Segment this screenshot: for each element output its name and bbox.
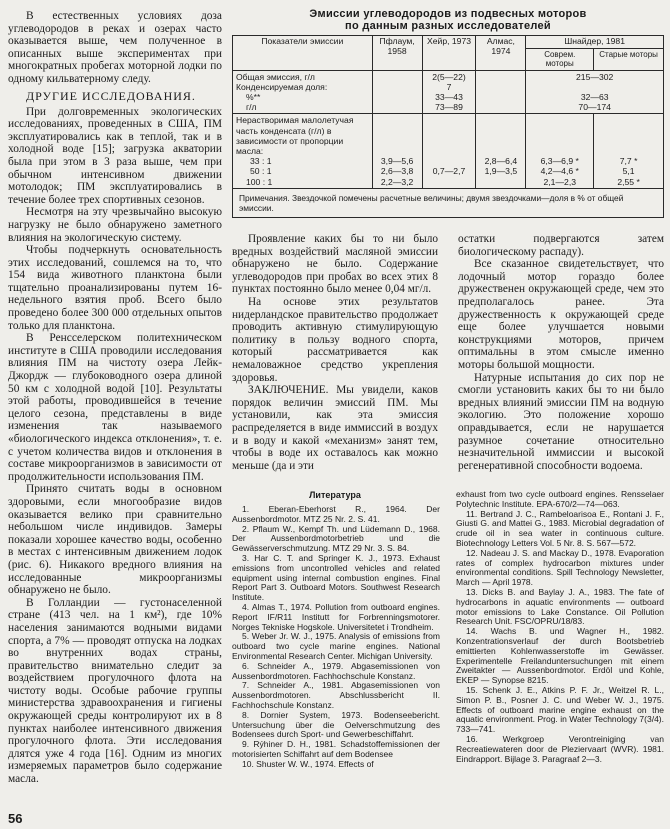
reference-item: 16. Werkgroep Verontreiniging van Recreatiewateren door de Pleziervaart (WVR). 1981. Eindrapport. Bijlage 3. Paragraaf 2—3. — [456, 733, 664, 764]
left-paragraph-6: Принято считать воды в основном здоровыми, если многообразие видов оказывается велико при сравнительно небольшом числе индивидов. Замеры показали хорошее качество воды, особенно в местах с интенсивным движением лодок (рис. 6). Никакого вредного влияния на исследованные микроорганизмы обнаружено не было. — [8, 483, 222, 597]
table-header-row — [233, 36, 664, 49]
table-row-totals — [233, 70, 664, 114]
reference-item: 12. Nadeau J. S. and Mackay D., 1978. Evaporation rates of complex hydrocarbon mixtures under environmental conditions. Spill Technology Newsletter, March — April 1978. — [456, 547, 664, 588]
value-pflaum-50: 2,6—3,8 — [380, 166, 414, 177]
label-total: Общая эмиссия, г/л — [236, 71, 315, 82]
value-schneider-total: 215—302 — [576, 71, 614, 82]
cell-heyr-total — [422, 70, 476, 114]
reference-item: 7. Schneider A., 1981. Abgasemissionen von Aussenbordmotoren. Abschlussbericht II. Fachhochschule Konstanz. — [232, 680, 440, 710]
middle-column-right — [458, 233, 664, 472]
value-schneider-gl: 70—174 — [578, 102, 611, 113]
section-heading-other-research: ДРУГИЕ ИССЛЕДОВАНИЯ. — [26, 88, 196, 103]
row-label-group — [233, 70, 373, 114]
reference-item: 2. Pflaum W., Kempf Th. und Lüdemann D., 1968. Der Aussenbordmotorbetrieb und die Gewässerverschmutzung. MTZ 29 Nr. 3. S. 84. — [232, 523, 440, 554]
value-heyr-percent: 33—43 — [435, 91, 463, 102]
value-heyr-gl: 73—89 — [435, 102, 463, 113]
middle-paragraph-2: На основе этих результатов нидерландское правительство продолжает проводить активную стимулирующую политику в пользу водного спорта, который рассматривается как немаловажное средство укрепления здоровья. — [232, 295, 438, 384]
value-old-33: 7,7 * — [619, 156, 638, 167]
value-pflaum-100: 2,2—3,2 — [380, 176, 414, 187]
emissions-table-block — [232, 8, 664, 218]
value-old-50: 5,1 — [622, 166, 635, 177]
label-ratio-50: 50 : 1 — [250, 166, 272, 177]
cell-modern-nv — [526, 114, 594, 188]
cell-schneider-total — [526, 70, 664, 114]
header-old-motors: Старые моторы — [594, 48, 664, 70]
emissions-table — [232, 35, 664, 189]
middle-column-left — [232, 233, 438, 472]
reference-item: 1. Eberan-Eberhorst R., 1964. Der Aussenbordmotor. MTZ 25 Nr. 2. S. 41. — [232, 504, 440, 524]
table-title-line-2: по данным разных исследователей — [345, 20, 551, 32]
left-paragraph-3: Несмотря на эту чрезвычайно высокую нагрузку не было обнаружено заметного влияния на экологическую систему. — [8, 206, 222, 244]
cell-almas-nv — [476, 114, 526, 188]
reference-item: 5. Weber Jr. W. J., 1975. Analysis of emissions from outboard two cycle marine engines. National Environmental Research Center. Michigan University. — [232, 631, 440, 661]
reference-item: 11. Bertrand J. C., Rambeloarisoa E., Rontani J. F., Giusti G. and Mattei G., 1983. Microbial degradation of crude oil in sea water in continuous culture. Biotechnology Letters Vol. 5 Nr. 8. S. 567—572. — [456, 508, 664, 548]
table-title — [232, 8, 664, 32]
middle-paragraph-3-conclusion: ЗАКЛЮЧЕНИЕ. Мы увидели, каков порядок величин эмиссий ПМ. Мы установили, как эта эмиссия распределяется в виде иммиссий в воздух и в воду и какой «механизм» занят тем, чтобы в воде их оставалось как можно меньше (да и эти — [232, 384, 438, 472]
header-heyr: Хейр, 1973 — [422, 36, 476, 71]
header-almas: Алмас, 1974 — [476, 36, 526, 71]
cell-almas-total — [476, 70, 526, 114]
left-column — [8, 10, 222, 786]
literature-title: Литература — [309, 490, 361, 500]
middle-paragraph-5: Все сказанное свидетельствует, что лодочный мотор гораздо более дружественен окружающей среде, чем это предполагалось ранее. Эта дружественность к окружающей среде еще более улучшается новыми конструкциями моторов, причем оптимальны в этом смысле именно моторы большой мощности. — [458, 258, 664, 371]
reference-item: 8. Dornier System, 1973. Bodenseebericht. Untersuchung über die Oelverschmutzung des Bodensees durch Sport- und Gewerbeschiffahrt. — [232, 709, 440, 740]
header-pflaum: Пфлаум, 1958 — [372, 36, 422, 71]
table-row-nonvolatile — [233, 114, 664, 188]
value-pflaum-33: 3,9—5,6 — [380, 156, 414, 167]
value-heyr-total: 2(5—22) — [432, 71, 466, 82]
reference-item: 10. Shuster W. W., 1974. Effects of — [242, 758, 374, 769]
value-modern-33: 6,3—6,9 * — [540, 156, 579, 167]
table-note: Примечания. Звездочкой помечены расчетные величины; двумя звездочками—доля в % от общей эмиссии. — [232, 189, 664, 218]
left-paragraph-5: В Ренсселерском политехническом институте в США проводили исследования влияния ПМ на чистоту озера Лейк-Джордж — глубоководного озера длиной 50 км с холодной водой [10]. Результаты этой работы, проводившейся в течение целого сезона, представлены в виде изменения так называемого «биологического индекса отклонения», т. е. с учетом количества видов и отклонения в составе микроорганизмов в зависимости от продолжительности использования ПМ. — [8, 332, 222, 483]
header-modern-motors: Соврем. моторы — [526, 48, 594, 70]
left-paragraph-1: В естественных условиях доза углеводородов в реках и озерах часто оказывается выше, чем полученное в описанных выше экспериментах при многократных пробегах моторной лодки по одному кильватерному следу. — [8, 10, 222, 85]
label-nonvolatile: Нерастворимая малолетучая часть конденсата (г/л) в зависимости от пропорции масла: — [236, 115, 354, 156]
header-schneider: Шнайдер, 1981 — [526, 36, 664, 49]
middle-paragraph-4: остатки подвергаются затем биологическому распаду). — [458, 233, 664, 258]
reference-item: 15. Schenk J. E., Atkins P. F. Jr., Weitzel R. L., Simon P. B., Posner J. C. und Weber W. J., 1975. Effects of outboard marine engine exhaust on the aquatic environment. Prog. in Water Technology 7(3/4). 733—741. — [456, 684, 664, 735]
reference-item: 6. Schneider A., 1979. Abgasemissionen von Aussenbordmotoren. Fachhochschule Konstanz. — [232, 660, 440, 681]
label-gl: г/л — [246, 102, 257, 113]
value-old-100: 2,55 * — [617, 176, 640, 187]
page-number: 56 — [8, 811, 23, 826]
value-heyr-blank: 7 — [446, 81, 452, 92]
cell-heyr-nv — [422, 114, 476, 188]
label-condensed: Конденсируемая доля: — [236, 81, 328, 92]
reference-item: 14. Wachs B. und Wagner H., 1982. Konzentrationsverlauf der durch Bootsbetrieb emittierten Kohlenwasserstoffe im Gewässer. Experimentelle Freilanduntersuchungen mit einem Zweitakter — Aussenbordmotor. Erdöl und Kohle, EKEP — Synopse 8215. — [456, 626, 664, 686]
middle-paragraph-6: Натурные испытания до сих пор не смогли установить каких бы то ни было вредных влияний эмиссии ПМ на водную экологию. Это положение хорошо оправдывается, если не нарушается разумное сочетание относительно незначительной иммиссии и высокой регенеративной способности водоема. — [458, 371, 664, 472]
middle-text-block — [232, 233, 664, 478]
reference-item: 3. Har C. T. and Springer K. J., 1973. Exhaust emissions from uncontrolled vehicles and related equipment using internal combustion engines. Final Report Part 3. Outboard Motors. Southwest Research Institute. — [232, 552, 440, 603]
reference-item: 13. Dicks B. and Baylay J. A., 1983. The fate of hydrocarbons in aquatic environments — outboard motor emissions to Lake Constance. Oil Pollution Research Unit. FSC/OPRU/18/83. — [456, 586, 664, 627]
label-percent: %** — [246, 91, 261, 102]
left-paragraph-2: При долговременных экологических исследованиях, проведенных в США, ПМ эксплуатировались как в теплой, так и в холодной воде [15]; загрузка акватории была при этом в 3 раза выше, чем при обычном интенсивном движении мотолодок; ПМ эксплуатировались в течение более трех спортивных сезонов. — [8, 105, 222, 206]
value-schneider-percent: 32—63 — [580, 91, 609, 102]
label-ratio-33: 33 : 1 — [250, 156, 272, 167]
cell-pflaum-nv — [372, 114, 422, 188]
table-title-line-1: Эмиссии углеводородов из подвесных моторов — [309, 8, 587, 20]
value-almas-nv-2: 1,9—3,5 — [484, 166, 518, 177]
middle-paragraph-1: Проявление каких бы то ни было вредных воздействий масляной эмиссии обнаружено не было. Содержание углеводородов при пробах во всех этих 8 пунктах постоянно было менее 0,04 мг/л. — [232, 233, 438, 296]
label-ratio-100: 100 : 1 — [246, 176, 273, 187]
value-modern-100: 2,1—2,3 — [543, 176, 576, 187]
left-paragraph-4: Чтобы подчеркнуть основательность этих исследований, сошлемся на то, что 154 вида животного планктона были тщательно проанализированы путем 16-недельного взятия проб. Всего было проведено более 300 000 отдельных опытов только для планктона. — [8, 244, 222, 332]
value-almas-nv-1: 2,8—6,4 — [484, 156, 518, 167]
cell-old-nv — [594, 114, 664, 188]
reference-item: 9. Rýhiner D. H., 1981. Schadstoffemissionen der motorisierten Schiffahrt auf dem Bodensee — [232, 739, 440, 759]
row-label-nonvolatile — [233, 114, 373, 188]
cell-pflaum-total — [372, 70, 422, 114]
reference-item: exhaust from two cycle outboard engines. Rensselaer Polytechnic Institute. EPA-670/2—74—063. — [456, 489, 664, 509]
header-indicator: Показатели эмиссии — [233, 36, 373, 71]
value-heyr-nv: 0,7—2,7 — [432, 166, 466, 177]
left-paragraph-7: В Голландии — густонаселенной стране (413 чел. на 1 км²), где 10% населения занимаются водными видами спорта, а 7% — проводят отпуска на лодках во внутренних водах страны, правительство внимательно следит за воздействием прогулочного флота на чистоту воды. Особые рабочие группы министерства здравоохранения и гигиены окружающей среды контролируют их в 8 пунктах наиболее интенсивного движения прогулочного флота. Эти исследования длятся уже 4 года [16]. Одним из многих измеряемых параметров было содержание масла. — [8, 596, 222, 786]
reference-item: 4. Almas T., 1974. Pollution from outboard engines. Report IF/R11 Institutt for Forbrenningsmotorer. Norges Tekniske Hogskole. Universitetet i Trondheim. — [232, 601, 440, 632]
literature-column-left — [232, 505, 440, 770]
value-modern-50: 4,2—4,6 * — [540, 166, 579, 177]
literature-column-right — [456, 490, 664, 764]
